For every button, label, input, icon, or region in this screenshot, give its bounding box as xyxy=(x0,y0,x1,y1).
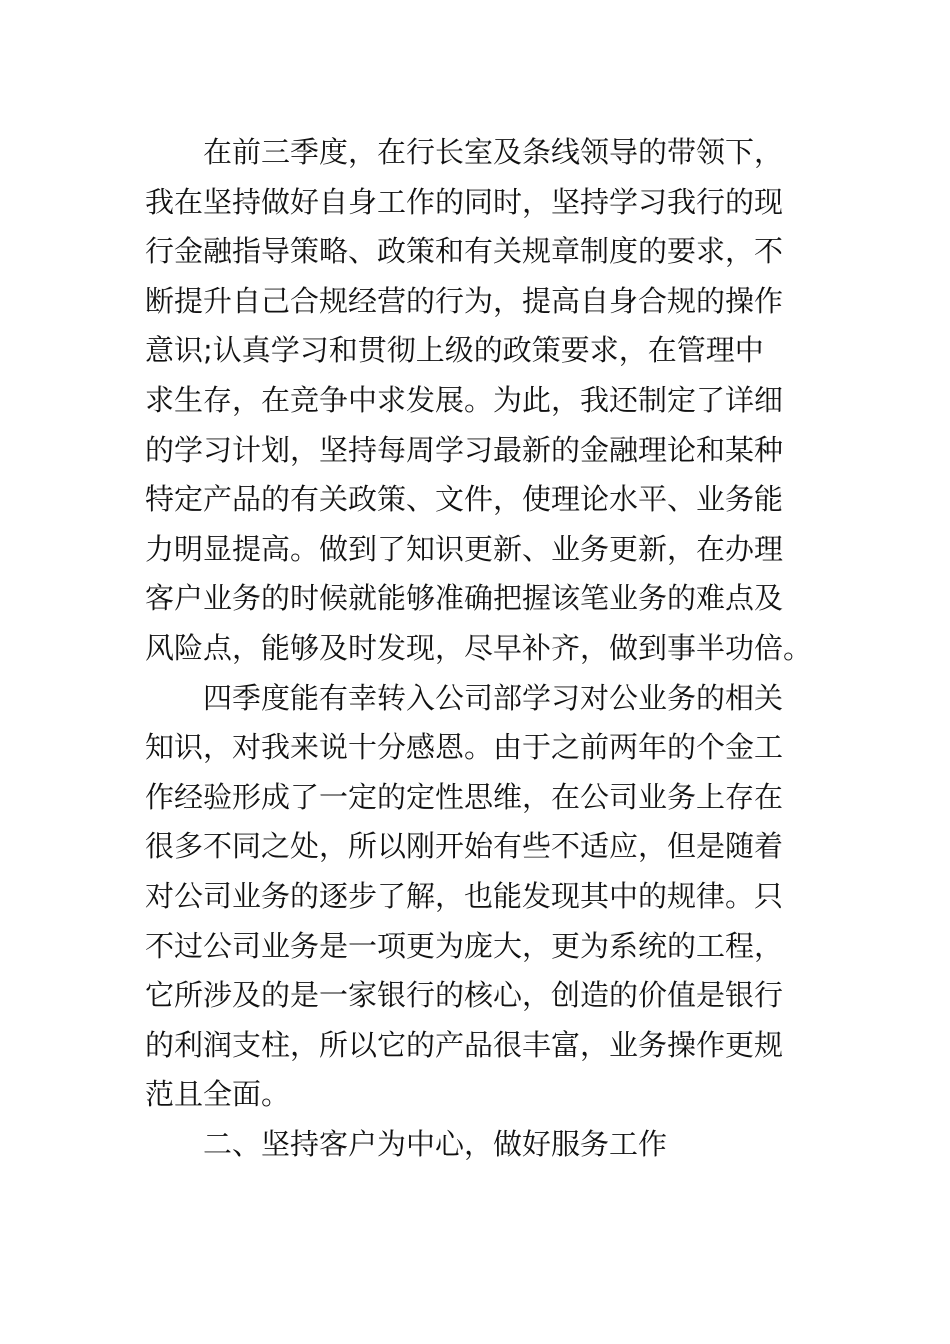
paragraph-1-line-6: 求生存，在竞争中求发展。为此，我还制定了详细 xyxy=(145,382,784,417)
paragraph-2-line-1: 四季度能有幸转入公司部学习对公业务的相关 xyxy=(203,680,784,715)
paragraph-2-line-2: 知识，对我来说十分感恩。由于之前两年的个金工 xyxy=(145,730,784,765)
paragraph-1-line-7: 的学习计划，坚持每周学习最新的金融理论和某种 xyxy=(145,432,784,467)
paragraph-1-line-9: 力明显提高。做到了知识更新、业务更新，在办理 xyxy=(145,531,784,566)
paragraph-1-line-5: 意识;认真学习和贯彻上级的政策要求，在管理中 xyxy=(145,333,764,368)
paragraph-2-line-8: 的利润支柱，所以它的产品很丰富，业务操作更规 xyxy=(145,1027,784,1062)
paragraph-1-line-8: 特定产品的有关政策、文件，使理论水平、业务能 xyxy=(145,482,784,517)
document-body xyxy=(145,128,813,1169)
paragraph-2-line-7: 它所涉及的是一家银行的核心，创造的价值是银行 xyxy=(145,978,784,1013)
paragraph-1-line-3: 行金融指导策略、政策和有关规章制度的要求，不 xyxy=(145,234,784,269)
paragraph-1-line-1: 在前三季度，在行长室及条线领导的带领下， xyxy=(203,135,784,169)
paragraph-1-line-2: 我在坚持做好自身工作的同时，坚持学习我行的现 xyxy=(145,184,784,219)
paragraph-1-line-4: 断提升自己合规经营的行为，提高自身合规的操作 xyxy=(145,283,784,318)
section-heading: 二、坚持客户为中心，做好服务工作 xyxy=(203,1126,668,1161)
paragraph-2-line-4: 很多不同之处，所以刚开始有些不适应，但是随着 xyxy=(145,829,784,864)
paragraph-2-line-9: 范且全面。 xyxy=(145,1077,291,1112)
paragraph-2-line-3: 作经验形成了一定的定性思维，在公司业务上存在 xyxy=(145,779,784,814)
paragraph-1-line-10: 客户业务的时候就能够准确把握该笔业务的难点及 xyxy=(145,581,784,616)
paragraph-2-line-6: 不过公司业务是一项更为庞大，更为系统的工程， xyxy=(145,928,784,963)
paragraph-1-line-11: 风险点，能够及时发现，尽早补齐，做到事半功倍。 xyxy=(145,630,813,665)
paragraph-2-line-5: 对公司业务的逐步了解，也能发现其中的规律。只 xyxy=(145,878,784,913)
